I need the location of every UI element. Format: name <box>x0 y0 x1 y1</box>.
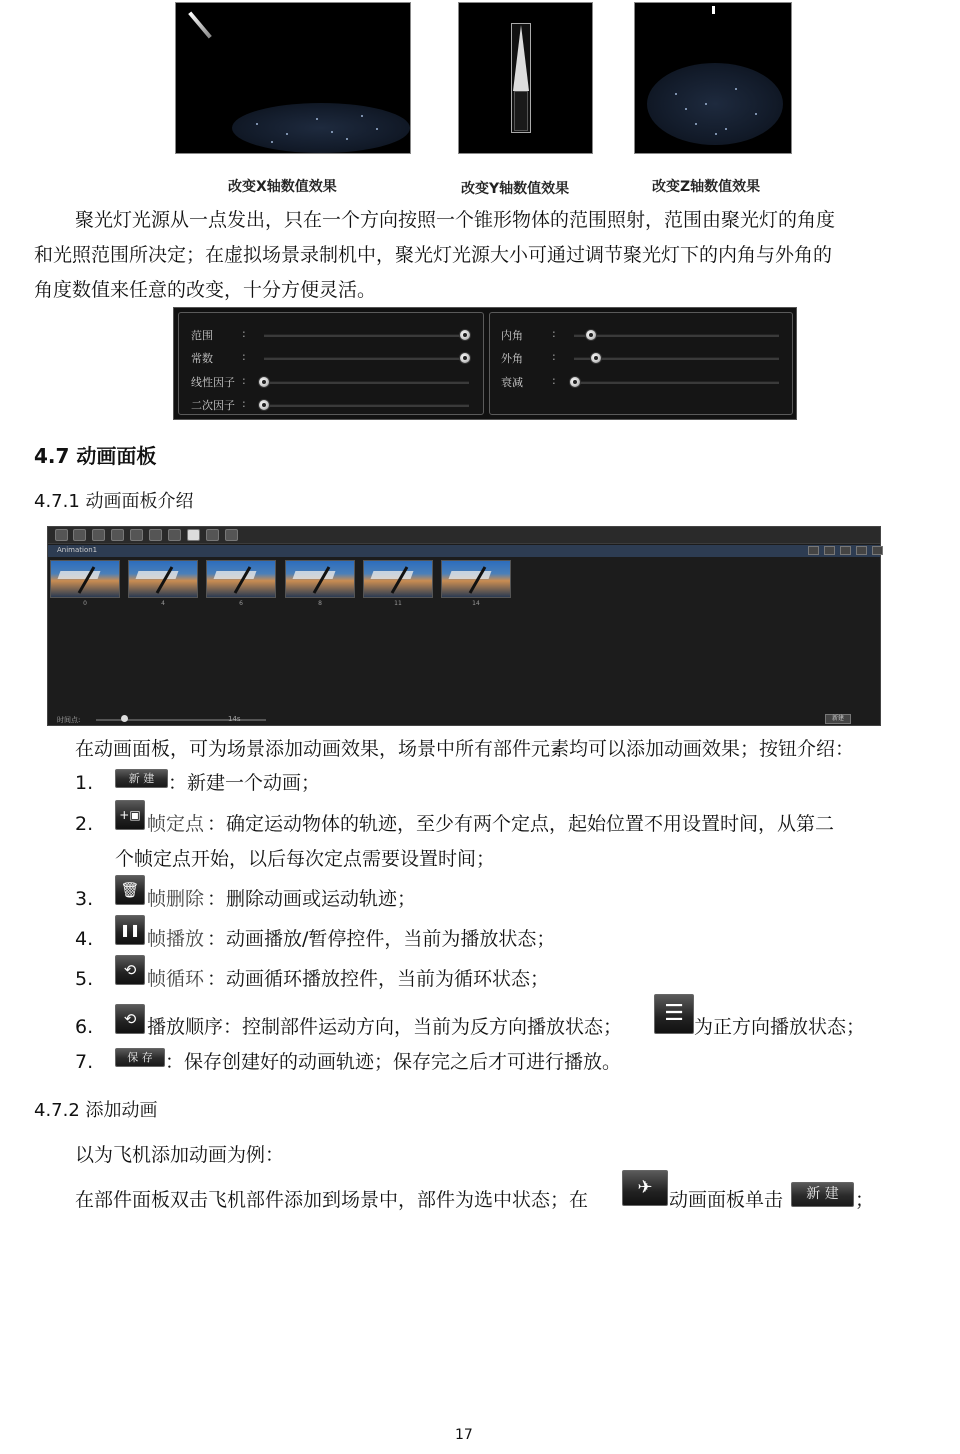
constant-slider-track[interactable] <box>264 357 469 360</box>
label-inner-angle: 内角 <box>501 329 523 342</box>
keyframe-thumbnail[interactable] <box>285 560 355 598</box>
toolbar-button[interactable] <box>55 529 68 541</box>
item-6-text2: 为正方向播放状态； <box>694 1016 866 1038</box>
constant-slider-knob[interactable] <box>459 352 471 364</box>
animation-panel <box>47 526 881 726</box>
label-outer-angle: 外角 <box>501 352 523 365</box>
item-3-number: 3. <box>75 888 94 910</box>
spotlight-y-image <box>458 2 593 154</box>
loop-button[interactable] <box>856 546 867 555</box>
item-6-text: 播放顺序：控制部件运动方向，当前为反方向播放状态； <box>147 1016 623 1038</box>
animation-toolbar <box>48 527 880 544</box>
colon: : <box>552 327 556 340</box>
range-slider-knob[interactable] <box>459 329 471 341</box>
keyframe-thumbnail[interactable] <box>206 560 276 598</box>
item-2-text: ：确定运动物体的轨迹，至少有两个定点，起始位置不用设置时间，从第二 <box>207 813 835 835</box>
quadratic-slider-knob[interactable] <box>258 399 270 411</box>
item-5-number: 5. <box>75 968 94 990</box>
toolbar-button[interactable] <box>149 529 162 541</box>
label-constant: 常数 <box>191 352 213 365</box>
item-2-number: 2. <box>75 813 94 835</box>
item-1-number: 1. <box>75 772 94 794</box>
item-2-name: 帧定点 <box>147 813 205 835</box>
inner-angle-slider-track[interactable] <box>574 334 779 337</box>
section-4-7-1-heading: 4.7.1 动画面板介绍 <box>34 491 194 512</box>
label-linear: 线性因子 <box>191 376 235 389</box>
item-7-number: 7. <box>75 1051 94 1073</box>
keyframe-thumbnail[interactable] <box>363 560 433 598</box>
item-5-name: 帧循环 <box>147 968 205 990</box>
colon: : <box>242 327 246 340</box>
para1-line2: 和光照范围所决定；在虚拟场景录制机中，聚光灯光源大小可通过调节聚光灯下的内角与外角的 <box>34 244 833 266</box>
attenuation-slider-track[interactable] <box>574 381 779 384</box>
item-4-name: 帧播放 <box>147 928 205 950</box>
range-slider-track[interactable] <box>264 334 469 337</box>
keyframe-time: 0 <box>83 600 87 607</box>
pause-icon: ❚❚ <box>115 915 145 945</box>
spotlight-z-image <box>634 2 792 154</box>
colon: : <box>552 374 556 387</box>
reverse-order-icon: ⟲ <box>115 1004 145 1034</box>
linear-slider-knob[interactable] <box>258 376 270 388</box>
item-2-text-line2: 个帧定点开始，以后每次定点需要设置时间； <box>115 848 496 870</box>
toolbar-button[interactable] <box>225 529 238 541</box>
light-settings-panel <box>173 307 797 420</box>
timeline-slider-knob[interactable] <box>121 715 128 722</box>
item-3-name: 帧删除 <box>147 888 205 910</box>
delete-frame-button[interactable] <box>824 546 835 555</box>
colon: : <box>242 397 246 410</box>
add-keyframe-button[interactable] <box>808 546 819 555</box>
intro-text: 在动画面板，可为场景添加动画效果，场景中所有部件元素均可以添加动画效果；按钮介绍： <box>75 738 855 760</box>
attenuation-slider-knob[interactable] <box>569 376 581 388</box>
trash-icon: 🗑 <box>115 875 145 905</box>
animation-panel-icon: ✈ <box>622 1170 668 1206</box>
spotlight-x-image <box>175 2 411 154</box>
toolbar-button[interactable] <box>130 529 143 541</box>
keyframe-thumbnail[interactable] <box>441 560 511 598</box>
direction-button[interactable] <box>872 546 883 555</box>
colon: : <box>242 350 246 363</box>
item-4-number: 4. <box>75 928 94 950</box>
colon: : <box>242 374 246 387</box>
colon: : <box>552 350 556 363</box>
new-button-image-2: 新 建 <box>791 1182 854 1207</box>
last-text-b: 动画面板单击 <box>669 1189 784 1211</box>
timepoint-label: 时间点: <box>57 716 81 724</box>
quadratic-slider-track[interactable] <box>264 404 469 407</box>
keyframe-thumbnail[interactable] <box>50 560 120 598</box>
item-5-text: ：动画循环播放控件，当前为循环状态； <box>207 968 550 990</box>
light-right-group <box>489 312 793 415</box>
outer-angle-slider-knob[interactable] <box>590 352 602 364</box>
new-button-image: 新 建 <box>115 769 168 788</box>
item-6-number: 6. <box>75 1016 94 1038</box>
item-7-text: ：保存创建好的动画轨迹；保存完之后才可进行播放。 <box>165 1051 622 1073</box>
new-animation-button[interactable]: 新建 <box>825 714 851 724</box>
toolbar-button[interactable] <box>206 529 219 541</box>
keyframe-time: 11 <box>394 600 402 607</box>
item-4-text: ：动画播放/暂停控件，当前为播放状态； <box>207 928 556 950</box>
last-text-c: ； <box>855 1189 875 1211</box>
play-pause-button[interactable] <box>840 546 851 555</box>
forward-order-icon: ☰ <box>654 994 694 1034</box>
keyframe-time: 4 <box>161 600 165 607</box>
animation-header <box>48 545 880 557</box>
section-4-7-heading: 4.7 动画面板 <box>34 444 157 468</box>
caption-x: 改变X轴数值效果 <box>228 179 337 195</box>
keyframe-time: 8 <box>318 600 322 607</box>
toolbar-button-animation[interactable] <box>187 529 200 541</box>
keyframe-time: 6 <box>239 600 243 607</box>
toolbar-button[interactable] <box>73 529 86 541</box>
add-keyframe-icon: +▣ <box>115 800 145 830</box>
caption-z: 改变Z轴数值效果 <box>652 179 761 195</box>
linear-slider-track[interactable] <box>264 381 469 384</box>
keyframe-thumbnail[interactable] <box>128 560 198 598</box>
toolbar-button[interactable] <box>92 529 105 541</box>
animation-title: Animation1 <box>57 546 98 554</box>
example-text: 以为飞机添加动画为例： <box>75 1144 285 1166</box>
item-3-text: ：删除动画或运动轨迹； <box>207 888 417 910</box>
label-attenuation: 衰减 <box>501 376 523 389</box>
save-button-image: 保 存 <box>115 1048 165 1067</box>
timeline-time: 14s <box>228 715 241 723</box>
para1-line3: 角度数值来任意的改变，十分方便灵活。 <box>34 279 377 301</box>
loop-icon: ⟲ <box>115 955 145 985</box>
inner-angle-slider-knob[interactable] <box>585 329 597 341</box>
page-number: 17 <box>455 1427 473 1443</box>
section-4-7-2-heading: 4.7.2 添加动画 <box>34 1100 158 1121</box>
item-1-text: ：新建一个动画； <box>168 772 321 794</box>
toolbar-button[interactable] <box>111 529 124 541</box>
outer-angle-slider-track[interactable] <box>574 357 779 360</box>
keyframe-time: 14 <box>472 600 480 607</box>
caption-y: 改变Y轴数值效果 <box>461 181 570 197</box>
toolbar-button[interactable] <box>168 529 181 541</box>
para1-line1: 聚光灯光源从一点发出，只在一个方向按照一个锥形物体的范围照射，范围由聚光灯的角度 <box>75 209 836 231</box>
label-range: 范围 <box>191 329 213 342</box>
last-text-a: 在部件面板双击飞机部件添加到场景中，部件为选中状态；在 <box>75 1189 589 1211</box>
label-quadratic: 二次因子 <box>191 399 235 412</box>
